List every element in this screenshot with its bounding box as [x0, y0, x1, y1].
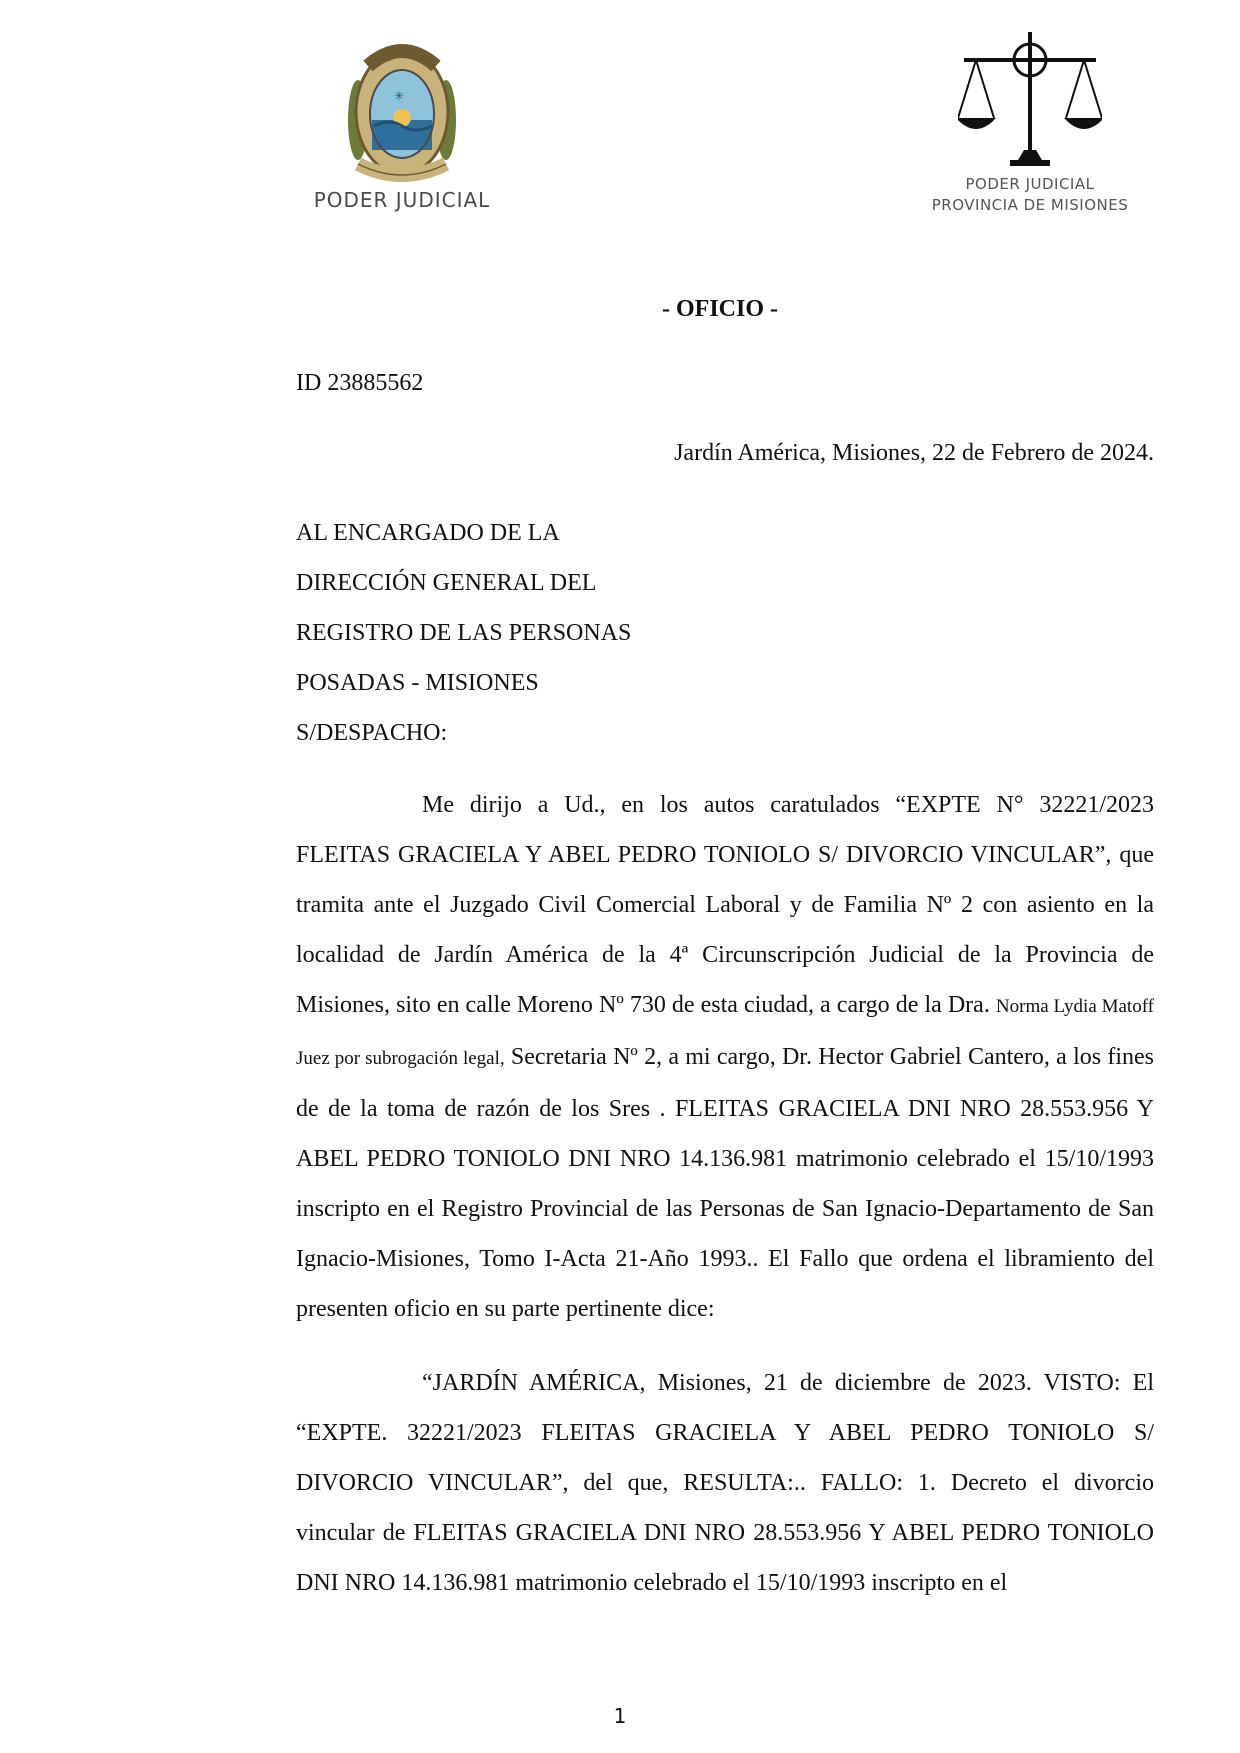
paragraph1-part1: Me dirijo a Ud., en los autos caratulados “EXPTE N° 32221/2023 FLEITAS GRACIELA Y ABEL PEDRO TONIOLO S/ DIVORCIO VINCULAR”, que tramita ante el Juzgado Civil Comercial Laboral y de Familia Nº 2 con asiento en la localidad de Jardín América de la 4ª Circunscripción Judicial de la Provincia de Misiones, sito en calle Moreno Nº 730 de esta ciudad, a cargo de la Dra. — [296, 792, 1154, 1018]
addressee-line: DIRECCIÓN GENERAL DEL — [296, 570, 597, 596]
addressee-line: S/DESPACHO: — [296, 720, 448, 746]
right-logo-caption-line1: PODER JUDICIAL — [965, 175, 1095, 193]
right-logo-caption-line2: PROVINCIA DE MISIONES — [931, 196, 1129, 214]
addressee-block — [296, 508, 631, 758]
addressee-line: POSADAS - MISIONES — [296, 670, 539, 696]
paragraph1-judge-name: Norma Lydia Matoff Juez por subrogación legal, — [296, 996, 1155, 1069]
provincia-misiones-seal-icon — [344, 40, 460, 188]
svg-text:✳: ✳ — [394, 89, 405, 103]
title-text: - OFICIO - — [662, 296, 778, 322]
addressee-line: AL ENCARGADO DE LA — [296, 520, 560, 546]
left-logo-caption: PODER JUDICIAL — [313, 188, 491, 212]
paragraph1-part2: Secretaria Nº 2, a mi cargo, Dr. Hector Gabriel Cantero, a los fines de de la toma de razón de los Sres . FLEITAS GRACIELA DNI NRO 28.553.956 Y ABEL PEDRO TONIOLO DNI NRO 14.136.981 matrimonio celebrado el 15/10/1993 inscripto en el Registro Provincial de las Personas de San Ignacio-Departamento de San Ignacio-Misiones, Tomo I-Acta 21-Año 1993.. El Fallo que ordena el libramiento del presenten oficio en su parte pertinente dice: — [296, 1044, 1154, 1322]
body-paragraph-1 — [296, 780, 1154, 1334]
body-paragraph-2-quoted-ruling: “JARDÍN AMÉRICA, Misiones, 21 de diciembre de 2023. VISTO: El “EXPTE. 32221/2023 FLEITAS GRACIELA Y ABEL PEDRO TONIOLO S/ DIVORCIO VINCULAR”, del que, RESULTA:.. FALLO: 1. Decreto el divorcio vincular de FLEITAS GRACIELA DNI NRO 28.553.956 Y ABEL PEDRO TONIOLO DNI NRO 14.136.981 matrimonio celebrado el 15/10/1993 inscripto en el — [296, 1370, 1154, 1596]
document-date: Jardín América, Misiones, 22 de Febrero de 2024. — [674, 440, 1154, 466]
document-title — [0, 296, 1240, 323]
poder-judicial-seal-logo — [312, 40, 492, 220]
scales-of-justice-logo — [930, 32, 1130, 222]
document-id: ID 23885562 — [296, 370, 424, 396]
addressee-line: REGISTRO DE LAS PERSONAS — [296, 620, 632, 646]
scales-of-justice-icon — [958, 32, 1102, 172]
page-number: 1 — [613, 1704, 627, 1728]
